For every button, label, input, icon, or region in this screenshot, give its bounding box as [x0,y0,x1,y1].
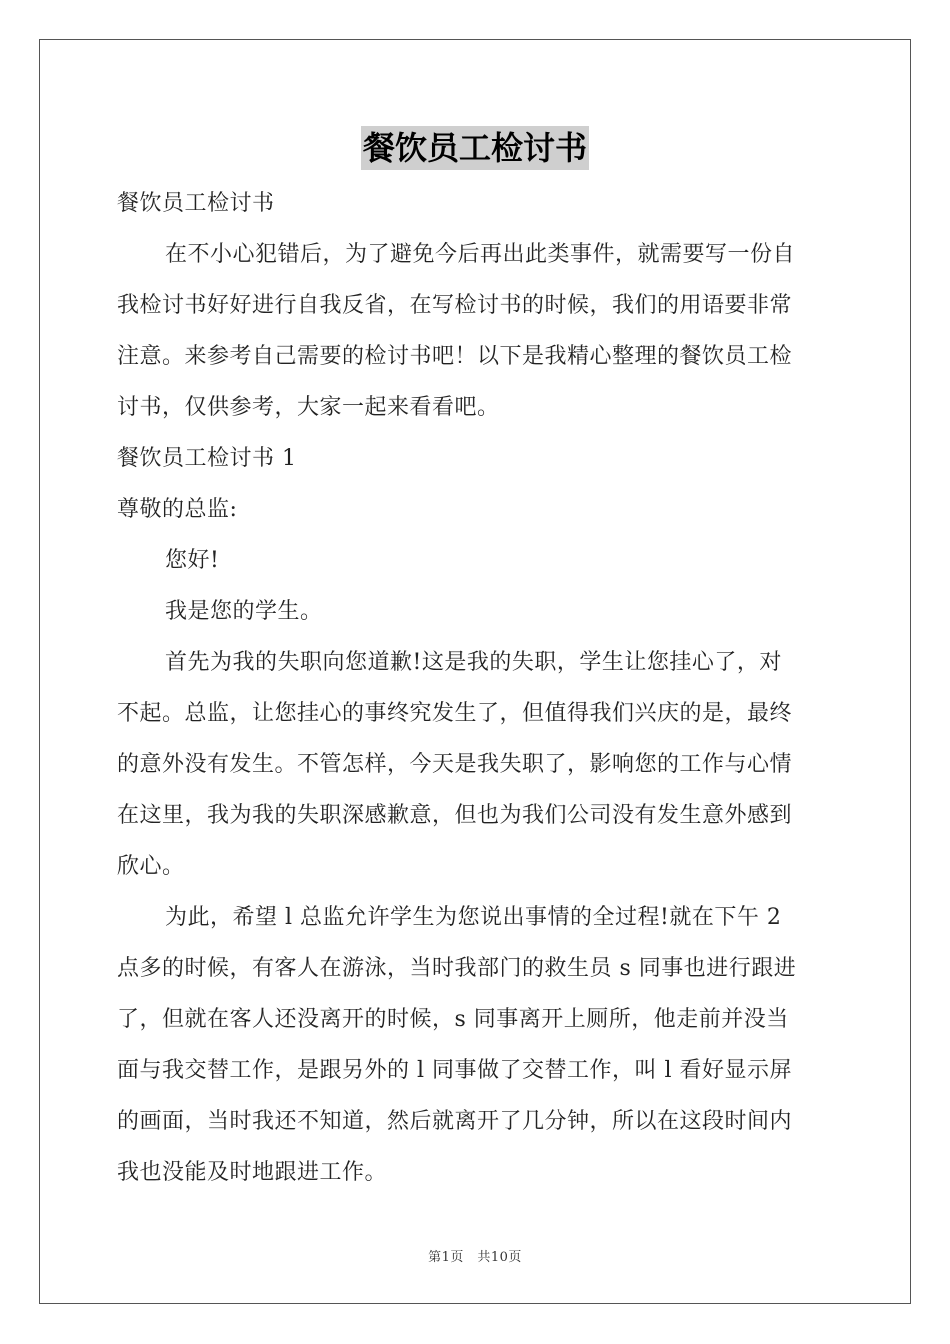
intro-line-3: 注意。来参考自己需要的检讨书吧！以下是我精心整理的餐饮员工检 [117,344,793,369]
salutation: 尊敬的总监: [117,497,238,522]
subtitle: 餐饮员工检讨书 [117,191,275,216]
paragraph-1-line-1: 首先为我的失职向您道歉!这是我的失职，学生让您挂心了，对 [165,650,782,675]
self-intro: 我是您的学生。 [165,599,323,624]
intro-line-2: 我检讨书好好进行自我反省，在写检讨书的时候，我们的用语要非常 [117,293,793,318]
page-footer: 第1页 共10页 [428,1250,522,1265]
document-body [117,178,837,1198]
paragraph-1-line-5: 欣心。 [117,854,185,879]
intro-line-1: 在不小心犯错后，为了避免今后再出此类事件，就需要写一份自 [165,242,796,267]
document-title: 餐饮员工检讨书 [361,126,589,170]
greeting: 您好! [165,548,220,573]
paragraph-1-line-4: 在这里，我为我的失职深感歉意，但也为我们公司没有发生意外感到 [117,803,793,828]
paragraph-2-line-1: 为此，希望 l 总监允许学生为您说出事情的全过程!就在下午 2 [165,905,782,930]
paragraph-1-line-2: 不起。总监，让您挂心的事终究发生了，但值得我们兴庆的是，最终 [117,701,793,726]
paragraph-2-line-3: 了，但就在客人还没离开的时候，s 同事离开上厕所，他走前并没当 [117,1007,789,1032]
paragraph-2-line-6: 我也没能及时地跟进工作。 [117,1160,388,1185]
paragraph-2-line-5: 的画面，当时我还不知道，然后就离开了几分钟，所以在这段时间内 [117,1109,793,1134]
paragraph-2-line-4: 面与我交替工作，是跟另外的 l 同事做了交替工作，叫 l 看好显示屏 [117,1058,793,1083]
title-wrap [0,126,950,170]
intro-line-4: 讨书，仅供参考，大家一起来看看吧。 [117,395,500,420]
paragraph-1-line-3: 的意外没有发生。不管怎样，今天是我失职了，影响您的工作与心情 [117,752,793,777]
section-heading: 餐饮员工检讨书 1 [117,446,297,471]
paragraph-2-line-2: 点多的时候，有客人在游泳，当时我部门的救生员 s 同事也进行跟进 [117,956,797,981]
